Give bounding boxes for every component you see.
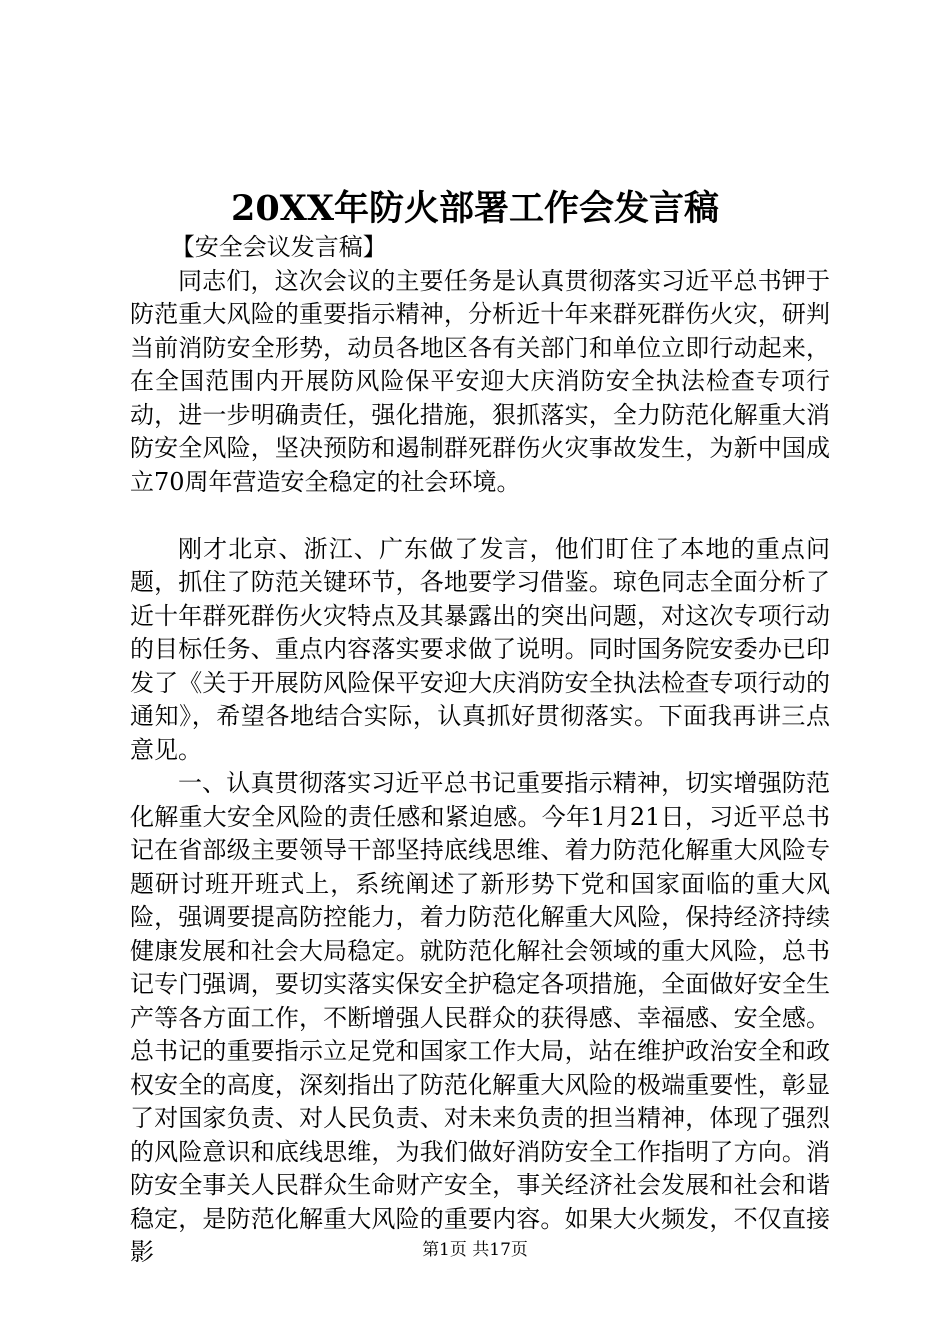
- document-tag-line: 【安全会议发言稿】: [170, 233, 387, 261]
- page-footer: 第1页 共17页: [422, 1240, 528, 1260]
- document-body: [130, 231, 830, 1270]
- paragraph-1: 同志们，这次会议的主要任务是认真贯彻落实习近平总书钾于防范重大风险的重要指示精神，分析近十年来群死群伤火灾，研判当前消防安全形势，动员各地区各有关部门和单位立即行动起来，在全国范围内开展防风险保平安迎大庆消防安全执法检查专项行动，进一步明确责任，强化措施，狠抓落实，全力防范化解重大消防安全风险，坚决预防和遏制群死群伤火灾事故发生，为新中国成立70周年营造安全稳定的社会环境。: [130, 266, 830, 496]
- document-title: 20XX年防火部署工作会发言稿: [230, 188, 720, 229]
- paragraph-spacer: [130, 499, 830, 533]
- paragraph-2: 刚才北京、浙江、广东做了发言，他们盯住了本地的重点问题，抓住了防范关键环节，各地要学习借鉴。琼色同志全面分析了近十年群死群伤火灾特点及其暴露出的突出问题，对这次专项行动的目标任务、重点内容落实要求做了说明。同时国务院安委办已印发了《关于开展防风险保平安迎大庆消防安全执法检查专项行动的通知》，希望各地结合实际，认真抓好贯彻落实。下面我再讲三点意见。: [130, 534, 830, 764]
- paragraph-3: 一、认真贯彻落实习近平总书记重要指示精神，切实增强防范化解重大安全风险的责任感和紧迫感。今年1月21日，习近平总书记在省部级主要领导干部坚持底线思维、着力防范化解重大风险专题研讨班开班式上，系统阐述了新形势下党和国家面临的重大风险，强调要提高防控能力，着力防范化解重大风险，保持经济持续健康发展和社会大局稳定。就防范化解社会领域的重大风险，总书记专门强调，要切实落实保安全护稳定各项措施，全面做好安全生产等各方面工作，不断增强人民群众的获得感、幸福感、安全感。总书记的重要指示立足党和国家工作大局，站在维护政治安全和政权安全的高度，深刻指出了防范化解重大风险的极端重要性，彰显了对国家负责、对人民负责、对未来负责的担当精神，体现了强烈的风险意识和底线思维，为我们做好消防安全工作指明了方向。消防安全事关人民群众生命财产安全，事关经济社会发展和社会和谐稳定，是防范化解重大风险的重要内容。如果大火频发，不仅直接影: [130, 769, 830, 1266]
